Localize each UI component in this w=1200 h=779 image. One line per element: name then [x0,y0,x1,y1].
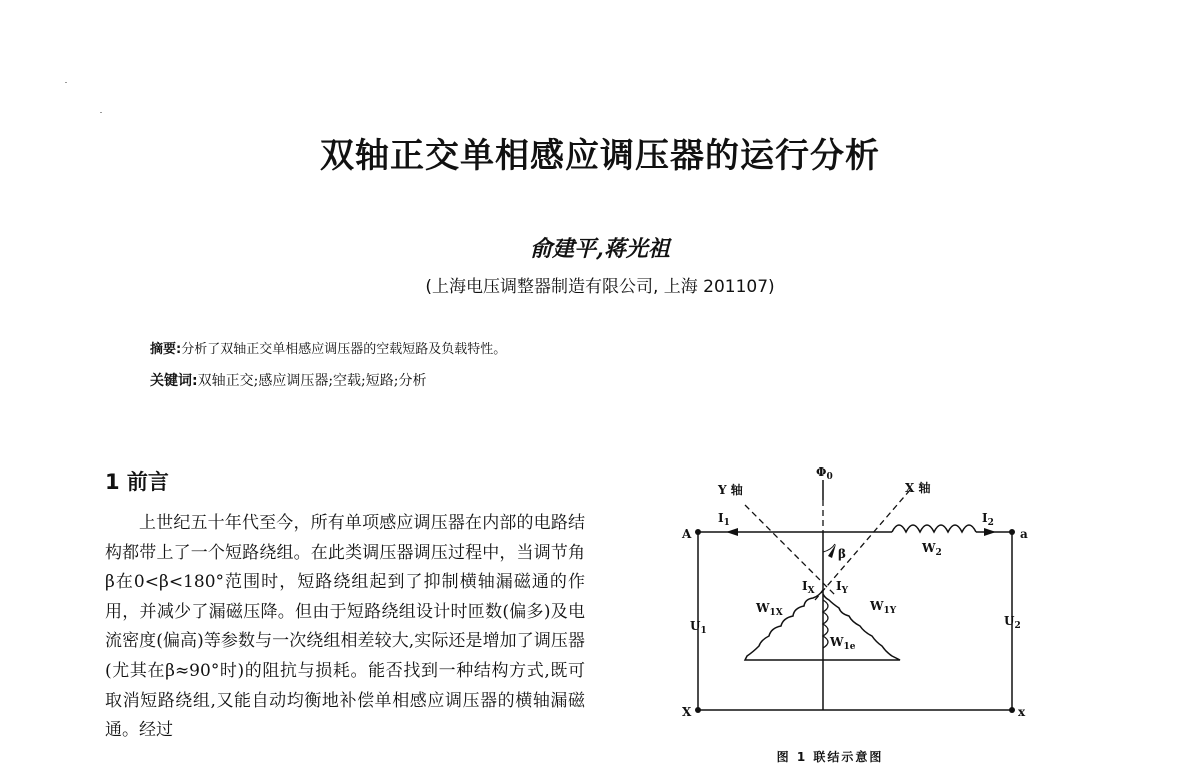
abstract [150,338,506,357]
x-axis-label: X 轴 [905,481,931,495]
label-A: A [682,527,692,541]
i1-label: $I_1$ [718,511,730,528]
y-axis-label: Y 轴 [718,483,743,497]
label-x: x [1018,705,1026,719]
abstract-text: 分析了双轴正交单相感应调压器的空载短路及负载特性。 [181,342,507,357]
terminal-x [1009,707,1015,713]
terminal-A [695,529,701,535]
y-axis-line [745,505,835,595]
figure-caption: 图 1 联结示意图 [776,750,884,764]
body-text [105,509,585,746]
w2-label: $W_2$ [922,541,942,558]
scan-speck [100,112,102,113]
w1e-label: $W_{1e}$ [830,635,856,652]
paper-title: 双轴正交单相感应调压器的运行分析 [320,136,880,176]
scan-speck [65,82,67,83]
keywords [150,370,426,390]
ix-label: $I_X$ [802,579,815,596]
terminal-X [695,707,701,713]
iy-label: $I_Y$ [836,579,849,596]
keywords-label: 关键词: [150,373,198,389]
x-axis-line [815,490,910,600]
i2-label: $I_2$ [982,511,994,528]
beta-label: β [838,547,846,561]
w1y-label: $W_{1Y}$ [870,599,897,616]
i2-arrow [984,528,996,536]
u2-label: $U_2$ [1004,614,1021,631]
label-a: a [1020,527,1028,541]
affiliation: (上海电压调整器制造有限公司, 上海 201107) [425,277,775,297]
connection-diagram [660,460,1040,740]
figure-1 [660,460,1040,744]
abstract-label: 摘要: [150,342,182,357]
paragraph: 上世纪五十年代至今，所有单项感应调压器在内部的电路结构都带上了一个短路绕组。在此类调压器调压过程中，当调节角β在0<β<180°范围时，短路绕组起到了抑制横轴漏磁通的作用，并减少了漏磁压降。但由于短路绕组设计时匝数(偏多)及电流密度(偏高)等参数与一次绕组相差较大,实际还是增加了调压器(尤其在β≈90°时)的阻抗与损耗。能否找到一种结构方式,既可取消短路绕组,又能自动均衡地补偿单相感应调压器的横轴漏磁通。经过 [105,513,585,741]
authors: 俞建平,蒋光祖 [530,236,670,262]
u1-label: $U_1$ [690,619,707,636]
terminal-a [1009,529,1015,535]
keywords-text: 双轴正交;感应调压器;空载;短路;分析 [197,373,427,389]
beta-arrow [828,544,836,558]
w2-coil [892,525,976,532]
section-heading: 1 前言 [105,470,169,494]
phi-label: $\Phi_0$ [816,465,833,482]
label-X: X [682,705,692,719]
i1-arrow [726,528,738,536]
w1x-label: $W_{1X}$ [756,601,783,618]
